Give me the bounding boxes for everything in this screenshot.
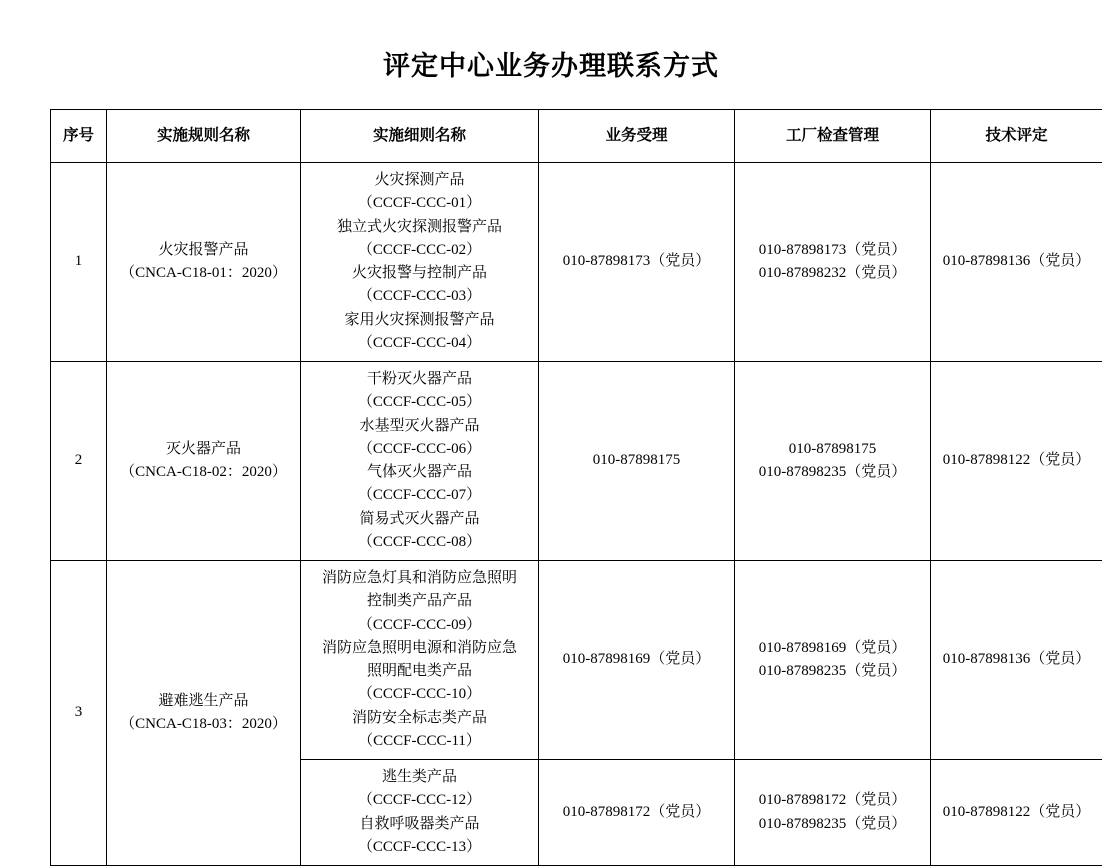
column-header-business-acceptance: 业务受理 — [539, 110, 735, 163]
phone-number: 010-87898235（党员） — [739, 461, 926, 484]
column-header-rule-name: 实施规则名称 — [107, 110, 301, 163]
column-header-detail-name: 实施细则名称 — [301, 110, 539, 163]
rule-name-text: 避难逃生产品 — [111, 690, 296, 713]
detail-line: （CCCF-CCC-06） — [305, 438, 534, 461]
detail-line: （CCCF-CCC-08） — [305, 531, 534, 554]
detail-line: 照明配电类产品 — [305, 660, 534, 683]
phone-number: 010-87898235（党员） — [739, 660, 926, 683]
row-number: 1 — [51, 163, 107, 362]
detail-name-cell — [301, 561, 539, 760]
business-acceptance-cell — [539, 561, 735, 760]
phone-number: 010-87898235（党员） — [739, 813, 926, 836]
detail-line: （CCCF-CCC-04） — [305, 332, 534, 355]
detail-line: 消防应急照明电源和消防应急 — [305, 637, 534, 660]
detail-line: 独立式火灾探测报警产品 — [305, 216, 534, 239]
rule-name-cell — [107, 561, 301, 866]
detail-line: （CCCF-CCC-11） — [305, 730, 534, 753]
detail-line: （CCCF-CCC-01） — [305, 192, 534, 215]
phone-number: 010-87898122（党员） — [935, 449, 1098, 472]
detail-line: 简易式灭火器产品 — [305, 508, 534, 531]
phone-number: 010-87898169（党员） — [739, 637, 926, 660]
detail-name-cell — [301, 362, 539, 561]
detail-name-cell — [301, 163, 539, 362]
phone-number: 010-87898122（党员） — [935, 801, 1098, 824]
business-acceptance-cell — [539, 760, 735, 866]
phone-number: 010-87898172（党员） — [543, 801, 730, 824]
phone-number: 010-87898232（党员） — [739, 262, 926, 285]
table-header — [51, 110, 1102, 163]
detail-line: （CCCF-CCC-02） — [305, 239, 534, 262]
rule-code-text: （CNCA-C18-02：2020） — [111, 461, 296, 484]
table-container — [0, 109, 1102, 866]
factory-inspection-cell — [735, 561, 931, 760]
detail-line: 火灾探测产品 — [305, 169, 534, 192]
detail-line: （CCCF-CCC-09） — [305, 614, 534, 637]
column-header-technical-assessment: 技术评定 — [931, 110, 1102, 163]
table-row — [51, 163, 1102, 362]
factory-inspection-cell — [735, 760, 931, 866]
detail-line: 家用火灾探测报警产品 — [305, 309, 534, 332]
rule-name-text: 灭火器产品 — [111, 438, 296, 461]
detail-line: 逃生类产品 — [305, 766, 534, 789]
table-row — [51, 561, 1102, 760]
detail-line: （CCCF-CCC-13） — [305, 836, 534, 859]
detail-line: 消防应急灯具和消防应急照明 — [305, 567, 534, 590]
detail-line: （CCCF-CCC-03） — [305, 285, 534, 308]
business-acceptance-cell — [539, 163, 735, 362]
contact-table — [50, 109, 1102, 866]
rule-code-text: （CNCA-C18-03：2020） — [111, 713, 296, 736]
technical-assessment-cell — [931, 561, 1102, 760]
rule-name-cell — [107, 163, 301, 362]
phone-number: 010-87898136（党员） — [935, 250, 1098, 273]
row-number: 3 — [51, 561, 107, 866]
phone-number: 010-87898175 — [543, 449, 730, 472]
phone-number: 010-87898169（党员） — [543, 648, 730, 671]
detail-line: （CCCF-CCC-10） — [305, 683, 534, 706]
technical-assessment-cell — [931, 760, 1102, 866]
business-acceptance-cell — [539, 362, 735, 561]
factory-inspection-cell — [735, 163, 931, 362]
rule-code-text: （CNCA-C18-01：2020） — [111, 262, 296, 285]
page-title: 评定中心业务办理联系方式 — [0, 0, 1102, 109]
detail-line: 气体灭火器产品 — [305, 461, 534, 484]
rule-name-text: 火灾报警产品 — [111, 239, 296, 262]
technical-assessment-cell — [931, 362, 1102, 561]
detail-line: 自救呼吸器类产品 — [305, 813, 534, 836]
column-header-no: 序号 — [51, 110, 107, 163]
table-row — [51, 362, 1102, 561]
column-header-factory-inspection: 工厂检查管理 — [735, 110, 931, 163]
phone-number: 010-87898173（党员） — [543, 250, 730, 273]
rule-name-cell — [107, 362, 301, 561]
row-number: 2 — [51, 362, 107, 561]
table-header-row — [51, 110, 1102, 163]
detail-line: 水基型灭火器产品 — [305, 415, 534, 438]
detail-line: 控制类产品产品 — [305, 590, 534, 613]
detail-line: （CCCF-CCC-05） — [305, 391, 534, 414]
phone-number: 010-87898175 — [739, 438, 926, 461]
phone-number: 010-87898136（党员） — [935, 648, 1098, 671]
table-body — [51, 163, 1102, 866]
phone-number: 010-87898172（党员） — [739, 789, 926, 812]
detail-line: （CCCF-CCC-12） — [305, 789, 534, 812]
detail-line: （CCCF-CCC-07） — [305, 484, 534, 507]
phone-number: 010-87898173（党员） — [739, 239, 926, 262]
detail-line: 消防安全标志类产品 — [305, 707, 534, 730]
detail-name-cell — [301, 760, 539, 866]
detail-line: 火灾报警与控制产品 — [305, 262, 534, 285]
factory-inspection-cell — [735, 362, 931, 561]
technical-assessment-cell — [931, 163, 1102, 362]
detail-line: 干粉灭火器产品 — [305, 368, 534, 391]
